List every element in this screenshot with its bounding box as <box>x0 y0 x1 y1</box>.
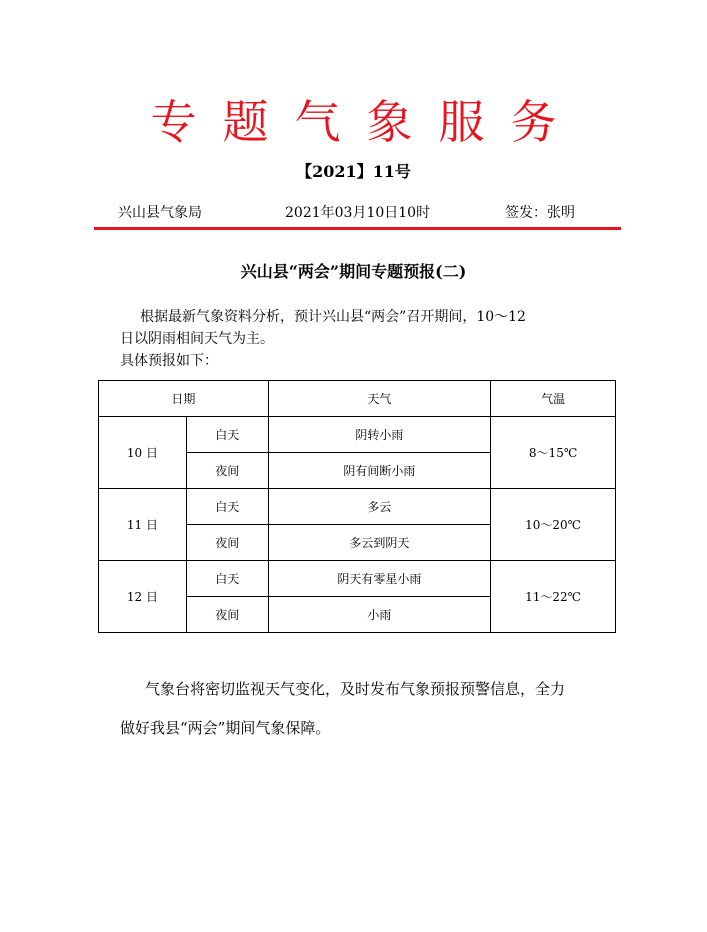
title-char: 务 <box>510 95 557 149</box>
period-cell: 夜间 <box>186 453 268 489</box>
period-cell: 白天 <box>186 417 268 453</box>
table-header-row <box>99 381 616 417</box>
intro-paragraph-line1: 根据最新气象资料分析，预计兴山县“两会”召开期间，10～12 <box>140 309 526 325</box>
weather-cell: 阴有间断小雨 <box>268 453 491 489</box>
period-cell: 夜间 <box>186 525 268 561</box>
issuing-office: 兴山县气象局 <box>118 205 202 221</box>
temperature-cell: 10～20℃ <box>491 489 616 561</box>
red-divider <box>94 227 621 230</box>
document-number: 【2021】11号 <box>296 162 411 181</box>
date-cell: 11 日 <box>99 489 187 561</box>
title-char: 服 <box>438 95 485 149</box>
table-row <box>99 489 616 525</box>
weather-cell: 多云到阴天 <box>268 525 491 561</box>
closing-paragraph-line2: 做好我县“两会”期间气象保障。 <box>120 719 331 737</box>
temperature-cell: 8～15℃ <box>491 417 616 489</box>
closing-paragraph-line1: 气象台将密切监视天气变化，及时发布气象预报预警信息，全力 <box>145 680 566 698</box>
document-title <box>0 92 707 152</box>
document-subtitle: 兴山县“两会”期间专题预报(二) <box>240 262 467 281</box>
forecast-table <box>98 380 616 633</box>
date-cell: 12 日 <box>99 561 187 633</box>
title-char: 气 <box>294 95 341 149</box>
header-weather: 天气 <box>268 381 491 417</box>
signer: 签发：张明 <box>505 205 575 221</box>
header-date: 日期 <box>99 381 269 417</box>
table-row <box>99 561 616 597</box>
temperature-cell: 11～22℃ <box>491 561 616 633</box>
weather-cell: 多云 <box>268 489 491 525</box>
title-char: 专 <box>150 95 197 149</box>
issue-date: 2021年03月10日10时 <box>285 205 431 221</box>
period-cell: 白天 <box>186 561 268 597</box>
title-char: 题 <box>222 95 269 149</box>
table-row <box>99 417 616 453</box>
date-cell: 10 日 <box>99 417 187 489</box>
weather-cell: 阴转小雨 <box>268 417 491 453</box>
period-cell: 夜间 <box>186 597 268 633</box>
weather-cell: 小雨 <box>268 597 491 633</box>
period-cell: 白天 <box>186 489 268 525</box>
intro-paragraph-line2: 日以阴雨相间天气为主。 <box>120 331 274 347</box>
header-temperature: 气温 <box>491 381 616 417</box>
title-char: 象 <box>366 95 413 149</box>
intro-paragraph-line3: 具体预报如下： <box>120 353 218 369</box>
weather-cell: 阴天有零星小雨 <box>268 561 491 597</box>
